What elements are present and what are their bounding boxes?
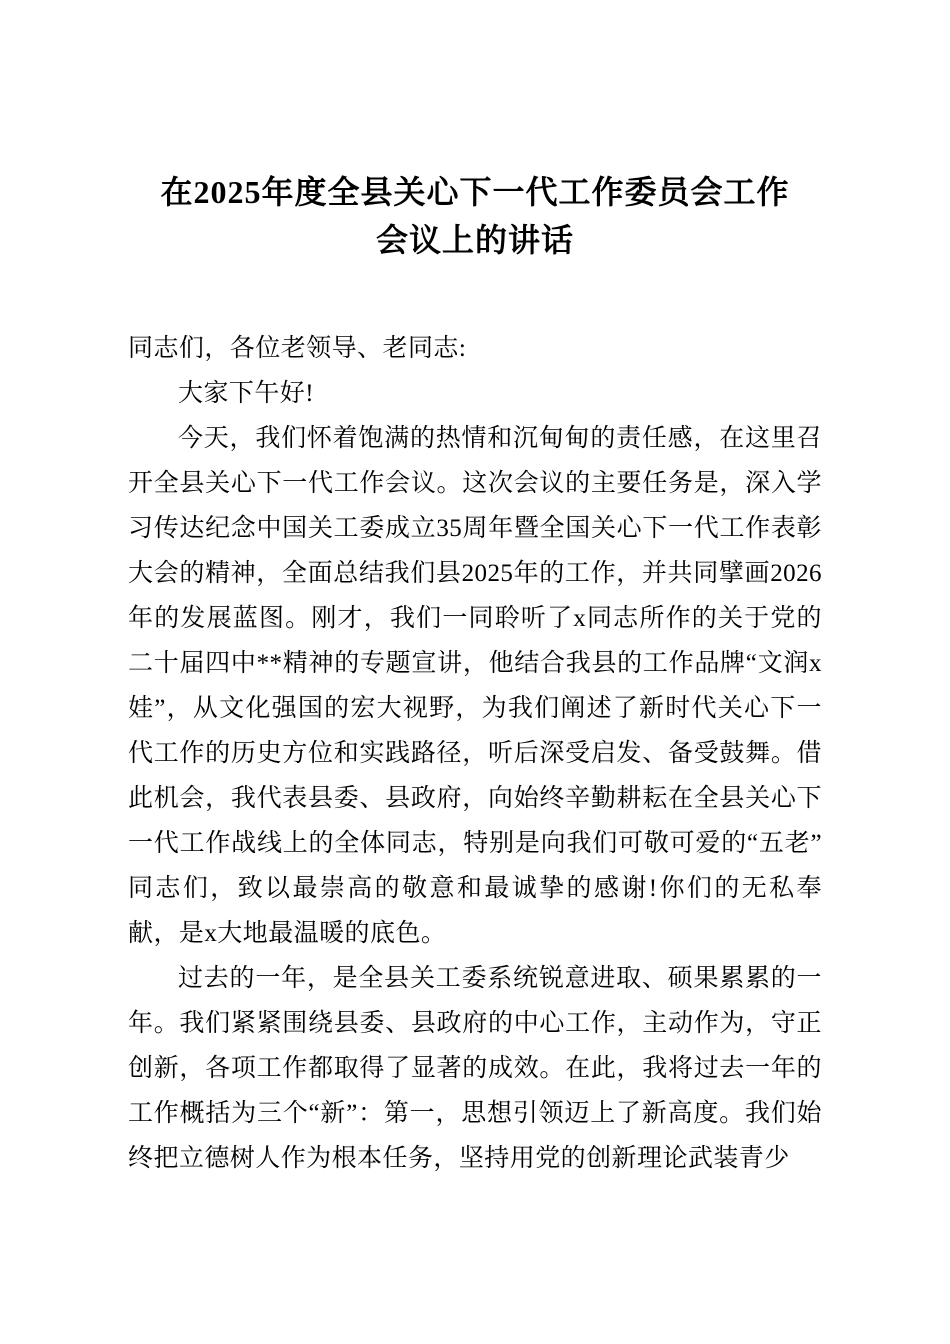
paragraph-salutation: 同志们，各位老领导、老同志: bbox=[128, 335, 467, 362]
title-line-1: 在2025年度全县关心下一代工作委员会工作 bbox=[160, 174, 790, 210]
document-body bbox=[128, 326, 822, 1181]
paragraph-greeting: 大家下午好! bbox=[178, 380, 315, 407]
paragraph-opening-remarks: 今天，我们怀着饱满的热情和沉甸甸的责任感，在这里召开全县关心下一代工作会议。这次会议的主要任务是，深入学习传达纪念中国关工委成立35周年暨全国关心下一代工作表彰大会的精神，全面总结我们县2025年的工作，并共同擘画2026年的发展蓝图。刚才，我们一同聆听了x同志所作的关于党的二十届四中**精神的专题宣讲，他结合我县的工作品牌“文润x娃”，从文化强国的宏大视野，为我们阐述了新时代关心下一代工作的历史方位和实践路径，听后深受启发、备受鼓舞。借此机会，我代表县委、县政府，向始终辛勤耕耘在全县关心下一代工作战线上的全体同志，特别是向我们可敬可爱的“五老”同志们，致以最崇高的敬意和最诚挚的感谢!你们的无私奉献，是x大地最温暖的底色。 bbox=[128, 425, 822, 947]
document-title bbox=[128, 168, 822, 264]
title-line-2: 会议上的讲话 bbox=[375, 222, 574, 258]
paragraph-year-review: 过去的一年，是全县关工委系统锐意进取、硕果累累的一年。我们紧紧围绕县委、县政府的中心工作，主动作为，守正创新，各项工作都取得了显著的成效。在此，我将过去一年的工作概括为三个“新”：第一，思想引领迈上了新高度。我们始终把立德树人作为根本任务，坚持用党的创新理论武装青少 bbox=[128, 965, 822, 1172]
